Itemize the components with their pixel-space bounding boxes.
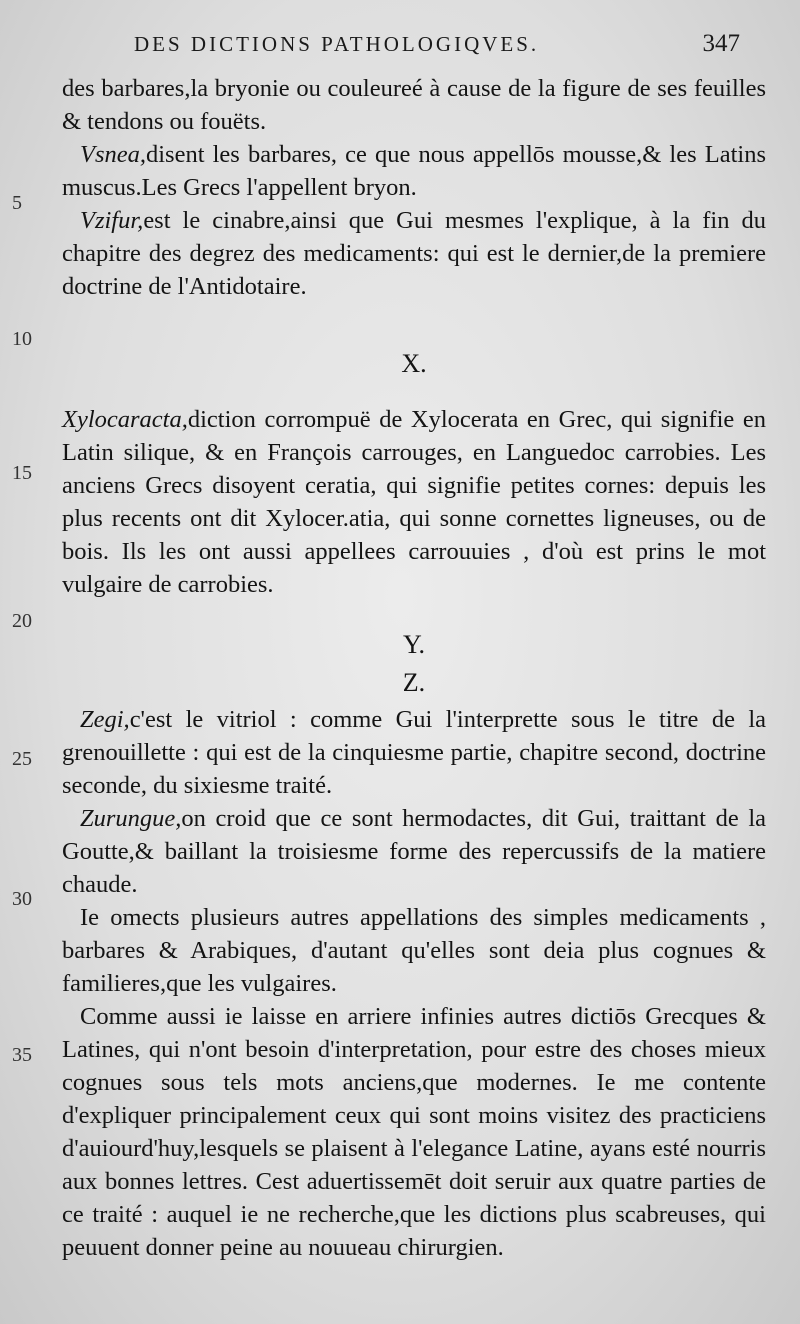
page-number: 347 [702, 30, 740, 57]
line-number: 15 [12, 462, 32, 484]
line-number: 35 [12, 1044, 32, 1066]
section-heading-x: X. [401, 349, 427, 378]
entry-vsnea [62, 138, 766, 204]
entry-term: Zegi, [80, 706, 130, 733]
entry-zegi [62, 703, 766, 802]
entry-text: c'est le vitriol : comme Gui l'interprette sous le titre de la grenouillette : qui est de la cinquiesme partie, chapitre second, doctrine seconde, du sixiesme traité. [62, 706, 766, 799]
entry-text: disent les barbares, ce que nous appellōs mousse,& les Latins muscus.Les Grecs l'appellent bryon. [62, 141, 766, 201]
line-number-margin [0, 0, 60, 1324]
entry-xylocaracta [62, 403, 766, 601]
running-head: DES DICTIONS PATHOLOGIQVES. [134, 32, 540, 56]
section-heading-y: Y. [403, 630, 425, 659]
entry-text: diction corrompuë de Xylocerata en Grec, qui signifie en Latin silique, & en François carrouges, en Languedoc carrobies. Les anciens Grecs disoyent ceratia, qui signifie petites cornes: depuis les plus recents ont dit Xylocer.atia, qui sonne cornettes ligneuses, ou de bois. Ils les ont aussi appellees carrouuies , d'où est prins le mot vulgaire de carrobies. [62, 406, 766, 598]
entry-term: Xylocaracta, [62, 406, 188, 433]
entry-term: Zurungue, [80, 805, 182, 832]
entry-zurungue [62, 802, 766, 901]
line-number: 30 [12, 888, 32, 910]
line-number: 20 [12, 610, 32, 632]
paragraph-bryonie: des barbares,la bryonie ou couleureé à cause de la figure de ses feuilles & tendons ou fouëts. [62, 75, 766, 135]
line-number: 5 [12, 192, 22, 214]
line-number: 25 [12, 748, 32, 770]
paragraph-comme-aussi: Comme aussi ie laisse en arriere infinies autres dictiōs Grecques & Latines, qui n'ont besoin d'interpretation, pour estre des choses mieux cognues sous tels mots anciens,que modernes. Ie me contente d'expliquer principalement ceux qui sont moins visitez des practiciens d'auiourd'huy,lesquels se plaisent à l'elegance Latine, ayans esté nourris aux bonnes lettres. Cest aduertissemēt doit seruir aux quatre parties de ce traité : auquel ie ne recherche,que les dictions plus scabreuses, qui peuuent donner peine au nouueau chirurgien. [62, 1003, 766, 1261]
entry-term: Vsnea, [80, 141, 146, 168]
entry-text: est le cinabre,ainsi que Gui mesmes l'explique, à la fin du chapitre des degrez des medicaments: qui est le dernier,de la premiere doctrine de l'Antidotaire. [62, 207, 766, 300]
section-heading-z: Z. [402, 668, 426, 697]
line-number: 10 [12, 328, 32, 350]
page-header [62, 28, 766, 72]
paragraph-omects: Ie omects plusieurs autres appellations des simples medicaments , barbares & Arabiques, d'autant qu'elles sont deia plus cognues & familieres,que les vulgaires. [62, 904, 766, 997]
entry-term: Vzifur, [80, 207, 144, 234]
page-body [62, 72, 766, 1264]
entry-text: on croid que ce sont hermodactes, dit Gui, traittant de la Goutte,& baillant la troisiesme forme des repercussifs de la matiere chaude. [62, 805, 766, 898]
entry-vzifur [62, 204, 766, 303]
